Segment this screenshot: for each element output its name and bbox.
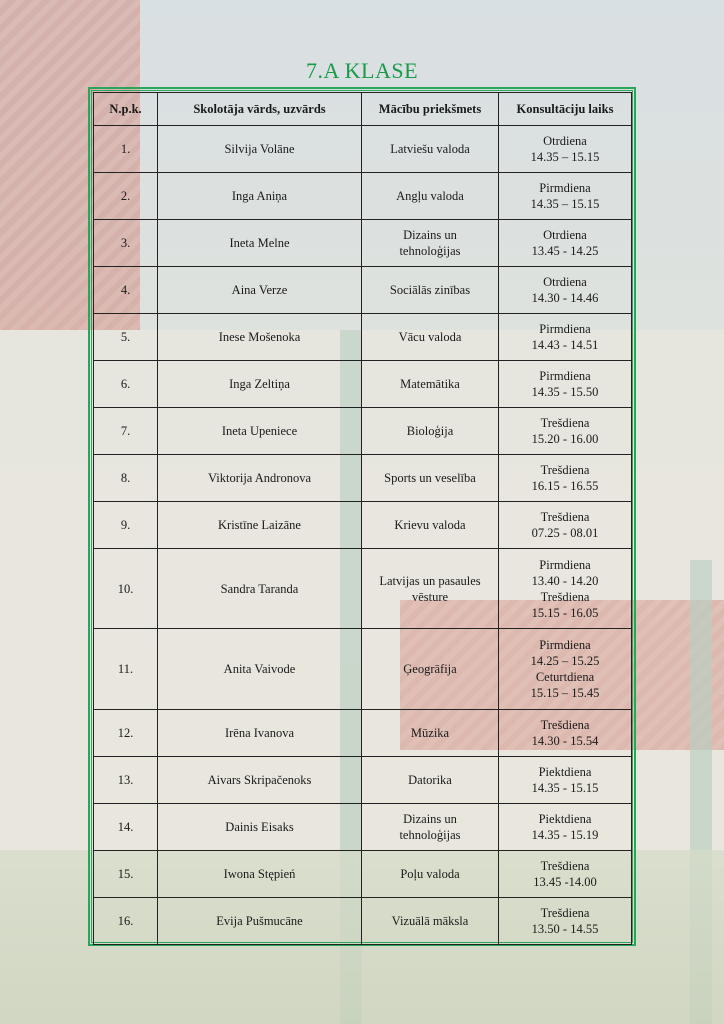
subject-cell [362,851,499,898]
subject-line: Ģeogrāfija [403,662,457,676]
consultation-time-cell [499,629,632,710]
row-number: 14. [94,804,158,851]
consultation-hours: 14.35 - 15.15 [531,781,599,795]
row-number: 8. [94,455,158,502]
subject-cell [362,220,499,267]
row-number: 16. [94,898,158,945]
consultation-time-cell [499,361,632,408]
subject-cell [362,361,499,408]
consultation-hours: 15.15 – 15.45 [530,686,600,700]
consultation-day: Piektdiena [538,765,592,779]
table-row [94,757,632,804]
consultation-time-cell [499,757,632,804]
consultation-hours: 14.30 - 14.46 [531,291,599,305]
subject-cell [362,629,499,710]
table-row [94,220,632,267]
subject-cell [362,126,499,173]
consultation-time-cell [499,851,632,898]
consultation-day: Piektdiena [538,812,592,826]
teacher-name: Viktorija Andronova [158,455,362,502]
teacher-name: Ineta Upeniece [158,408,362,455]
consultation-time-cell [499,314,632,361]
consultation-hours: 14.35 – 15.15 [530,197,600,211]
consultation-hours: 07.25 - 08.01 [531,526,599,540]
table-row [94,710,632,757]
consultation-time-cell [499,804,632,851]
row-number: 12. [94,710,158,757]
table-row [94,851,632,898]
row-number: 5. [94,314,158,361]
table-row [94,126,632,173]
row-number: 2. [94,173,158,220]
table-row [94,455,632,502]
subject-cell [362,314,499,361]
consultation-hours: 13.45 -14.00 [533,875,597,889]
subject-line: Dizains un [403,812,457,826]
teacher-name: Inga Aniņa [158,173,362,220]
header-consultation-time: Konsultāciju laiks [499,93,632,126]
row-number: 7. [94,408,158,455]
header-teacher-name: Skolotāja vārds, uzvārds [158,93,362,126]
consultation-hours: 14.35 - 15.19 [531,828,599,842]
subject-line: Vizuālā māksla [391,914,469,928]
teacher-name: Irēna Ivanova [158,710,362,757]
subject-cell [362,502,499,549]
consultation-day: Otrdiena [543,275,587,289]
subject-line: Sports un veselība [384,471,476,485]
teacher-name: Dainis Eisaks [158,804,362,851]
row-number: 1. [94,126,158,173]
consultation-day: Otrdiena [543,228,587,242]
table-row [94,898,632,945]
subject-line: Mūzika [410,726,450,740]
consultation-day: Ceturtdiena [535,670,595,684]
consultation-time-cell [499,408,632,455]
consultation-time-cell [499,502,632,549]
consultation-time-cell [499,549,632,629]
page-title: 7.A KLASE [305,58,419,83]
row-number: 10. [94,549,158,629]
teacher-name: Iwona Stępień [158,851,362,898]
table-row [94,502,632,549]
row-number: 11. [94,629,158,710]
row-number: 3. [94,220,158,267]
consultation-day: Pirmdiena [539,638,591,652]
teacher-name: Inga Zeltiņa [158,361,362,408]
subject-line: Datorika [408,773,452,787]
consultation-day: Trešdiena [540,416,590,430]
consultation-day: Pirmdiena [539,369,591,383]
header-number: N.p.k. [94,93,158,126]
consultation-hours: 14.35 – 15.15 [530,150,600,164]
subject-cell [362,549,499,629]
teacher-name: Kristīne Laizāne [158,502,362,549]
consultation-time-cell [499,267,632,314]
consultation-day: Trešdiena [540,718,590,732]
consultation-hours: 15.15 - 16.05 [531,605,599,620]
subject-cell [362,898,499,945]
table-row [94,408,632,455]
consultation-day: Trešdiena [540,510,590,524]
consultation-hours: 14.43 - 14.51 [531,338,599,352]
teacher-name: Evija Pušmucāne [158,898,362,945]
consultation-hours: 13.40 - 14.20 [531,573,599,588]
header-subject: Mācību priekšmets [362,93,499,126]
consultation-day: Pirmdiena [539,322,591,336]
consultation-table [93,92,632,945]
consultation-hours: 13.50 - 14.55 [531,922,599,936]
subject-cell [362,757,499,804]
teacher-name: Inese Mošenoka [158,314,362,361]
subject-cell [362,710,499,757]
consultation-time-cell [499,220,632,267]
teacher-name: Ineta Melne [158,220,362,267]
subject-cell [362,267,499,314]
consultation-time-cell [499,173,632,220]
subject-line: Matemātika [400,377,460,391]
consultation-day: Otrdiena [543,134,587,148]
consultation-day: Trešdiena [540,906,590,920]
consultation-day: Trešdiena [540,859,590,873]
consultation-hours: 14.35 - 15.50 [531,385,599,399]
consultation-time-cell [499,710,632,757]
table-body [94,126,632,945]
subject-cell [362,173,499,220]
consultation-hours: 14.25 – 15.25 [530,654,600,668]
teacher-name: Silvija Volāne [158,126,362,173]
teacher-name: Anita Vaivode [158,629,362,710]
consultation-hours: 13.45 - 14.25 [531,244,599,258]
table-row [94,361,632,408]
table-row [94,629,632,710]
subject-line: Dizains un [403,228,457,242]
table-row [94,314,632,361]
subject-line: Krievu valoda [394,518,466,532]
table-header-row [94,93,632,126]
row-number: 6. [94,361,158,408]
consultation-time-cell [499,898,632,945]
subject-line: Bioloģija [406,424,454,438]
table-row [94,804,632,851]
consultation-time-cell [499,126,632,173]
table-row [94,549,632,629]
subject-line: Latvijas un pasaules [379,573,481,588]
row-number: 4. [94,267,158,314]
subject-line: tehnoloģijas [399,828,461,842]
row-number: 9. [94,502,158,549]
table-row [94,173,632,220]
subject-line: Latviešu valoda [390,142,470,156]
teacher-name: Aivars Skripačenoks [158,757,362,804]
consultation-day: Trešdiena [540,463,590,477]
subject-line: Poļu valoda [400,867,460,881]
teacher-name: Aina Verze [158,267,362,314]
subject-cell [362,408,499,455]
consultation-hours: 14.30 - 15.54 [531,734,599,748]
consultation-hours: 16.15 - 16.55 [531,479,599,493]
row-number: 13. [94,757,158,804]
subject-cell [362,455,499,502]
teacher-name: Sandra Taranda [158,549,362,629]
subject-line: vēsture [411,589,449,604]
subject-line: Vācu valoda [398,330,462,344]
consultation-time-cell [499,455,632,502]
subject-cell [362,804,499,851]
subject-line: Sociālās zinības [389,283,471,297]
table-row [94,267,632,314]
subject-line: Angļu valoda [396,189,464,203]
subject-line: tehnoloģijas [399,244,461,258]
consultation-hours: 15.20 - 16.00 [531,432,599,446]
consultation-day: Trešdiena [540,589,590,604]
consultation-day: Pirmdiena [539,181,591,195]
row-number: 15. [94,851,158,898]
consultation-day: Pirmdiena [539,557,591,572]
